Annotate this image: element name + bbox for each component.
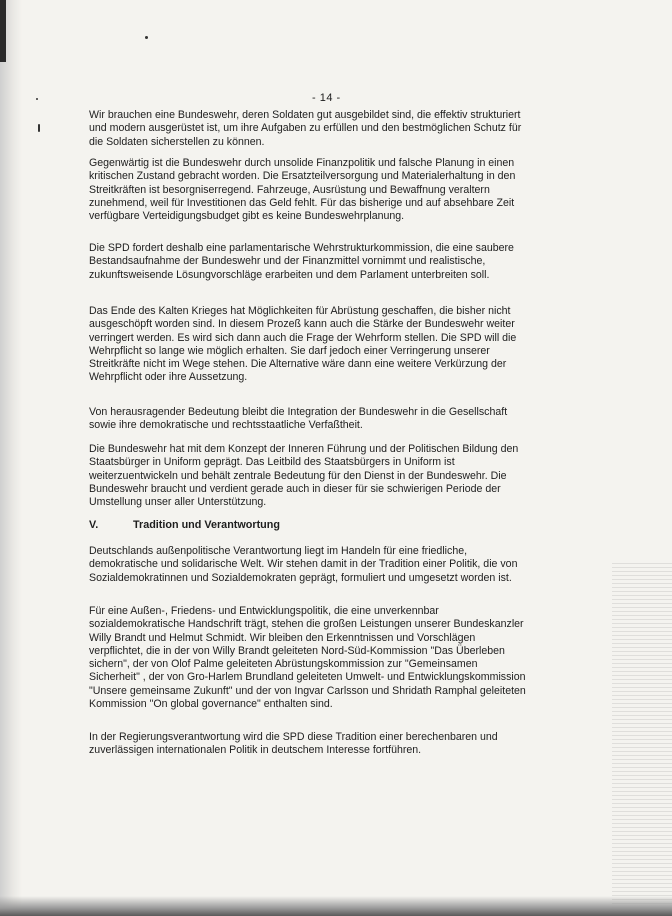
- paragraph: In der Regierungsverantwortung wird die SPD diese Tradition einer berechenbaren und zuverlässigen internationalen Politik in deutschem Interesse fortführen.: [89, 731, 498, 757]
- paragraph: Für eine Außen-, Friedens- und Entwicklungspolitik, die eine unverkennbar sozialdemokratische Handschrift trägt, stehen die großen Leistungen unserer Bundeskanzler Willy Brandt und Helmut Schmidt. Wir bleiben den Erkenntnissen und Vorschlägen verpflichtet, die in der von Willy Brandt geleiteten Nord-Süd-Kommission "Das Überleben sichern", der von Olof Palme geleiteten Abrüstungskommission zur "Gemeinsamen Sicherheit" , der von Gro-Harlem Brundland geleiteten Umwelt- und Entwicklungskommission "Unsere gemeinsame Zukunft" und der von Ingvar Carlsson und Shridath Ramphal geleiteten Kommission "On global governance" enthalten sind.: [89, 605, 526, 711]
- section-heading: [89, 519, 280, 531]
- scan-speck: [38, 124, 40, 132]
- paragraph: Die Bundeswehr hat mit dem Konzept der Inneren Führung und der Politischen Bildung den Staatsbürger in Uniform geprägt. Das Leitbild des Staatsbürgers in Uniform ist weiterzuentwickeln und behält zentrale Bedeutung für den Dienst in der Bundeswehr. Die Bundeswehr braucht und verdient gerade auch in dieser für sie schwierigen Periode der Umstellung unser aller Unterstützung.: [89, 443, 519, 509]
- scan-speck: [36, 98, 38, 100]
- paragraph: Von herausragender Bedeutung bleibt die Integration der Bundeswehr in die Gesellschaft sowie ihre demokratische und rechtsstaatliche Verfaßtheit.: [89, 406, 508, 432]
- paragraph: Die SPD fordert deshalb eine parlamentarische Wehrstrukturkommission, die eine saubere Bestandsaufnahme der Bundeswehr und der Finanzmittel vornimmt und realistische, zukunftsweisende Lösungvorschläge erarbeiten und dem Parlament unterbreiten soll.: [89, 242, 514, 281]
- paragraph: Wir brauchen eine Bundeswehr, deren Soldaten gut ausgebildet sind, die effektiv strukturiert und modern ausgerüstet ist, um ihre Aufgaben zu erfüllen und den bestmöglichen Schutz für die Soldaten sicherstellen zu können.: [89, 109, 522, 148]
- scan-speck: [145, 36, 148, 39]
- paragraph: Das Ende des Kalten Krieges hat Möglichkeiten für Abrüstung geschaffen, die bisher nicht ausgeschöpft worden sind. In diesem Prozeß kann auch die Stärke der Bundeswehr weiter verringert werden. Es wird sich dann auch die Frage der Wehrform stellen. Die SPD will die Wehrpflicht so lange wie möglich erhalten. Sie darf jedoch einer Verringerung unserer Streitkräfte nicht im Wege stehen. Die Alternative wäre dann eine weitere Verkürzung der Wehrpflicht oder ihre Aussetzung.: [89, 305, 517, 384]
- scan-noise-right: [612, 560, 672, 916]
- paragraph: Deutschlands außenpolitische Verantwortung liegt im Handeln für eine friedliche, demokratische und solidarische Welt. Wir stehen damit in der Tradition einer Politik, die von Sozialdemokratinnen und Sozialdemokraten geprägt, formuliert und umgesetzt worden ist.: [89, 545, 518, 584]
- section-number: V.: [89, 519, 99, 531]
- page-number: - 14 -: [312, 92, 341, 104]
- scan-edge-left: [0, 0, 22, 916]
- paragraph: Gegenwärtig ist die Bundeswehr durch unsolide Finanzpolitik und falsche Planung in einen kritischen Zustand gebracht worden. Die Ersatzteilversorgung und Materialerhaltung in den Streitkräften ist besorgniserregend. Fahrzeuge, Ausrüstung und Bewaffnung veraltern zunehmend, weil für Investitionen das Geld fehlt. Für das bisherige und auf absehbare Zeit verfügbare Verteidigungsbudget gibt es keine Bundeswehrplanung.: [89, 157, 516, 223]
- section-title: Tradition und Verantwortung: [133, 519, 280, 531]
- scan-edge-bottom: [0, 896, 672, 916]
- scan-edge-mark: [0, 0, 6, 62]
